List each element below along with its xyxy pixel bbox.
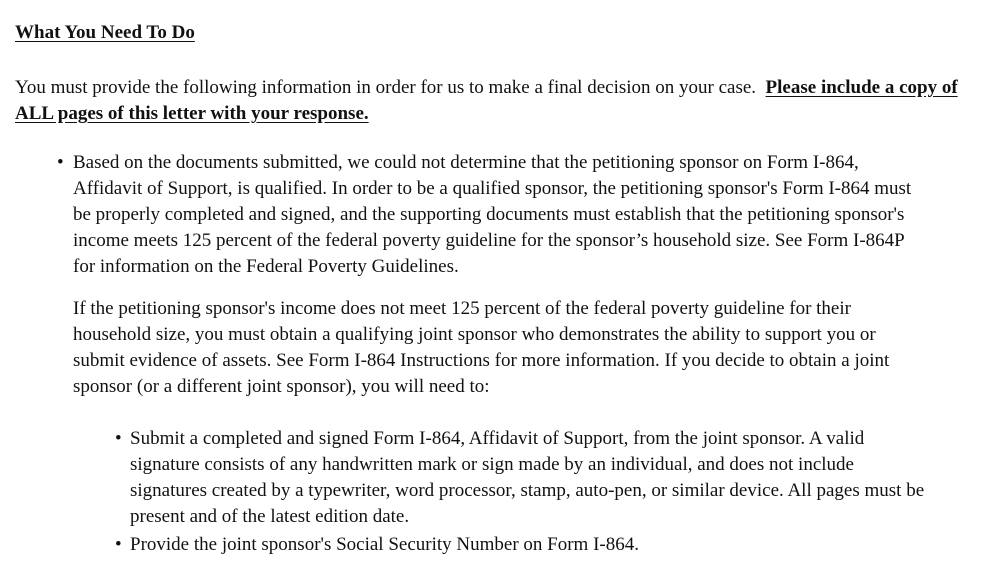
text-line: signatures created by a typewriter, word processor, stamp, auto-pen, or similar device. All pages must be <box>130 480 925 501</box>
text-line: income meets 125 percent of the federal poverty guideline for the sponsor’s household size. See Form I-864P <box>73 230 905 251</box>
text-line: present and of the latest edition date. <box>130 506 410 527</box>
joint-sponsor-paragraph <box>73 296 988 400</box>
intro-text: You must provide the following information in order for us to make a final decision on your case. <box>15 77 757 98</box>
intro-emphasis: Please include a copy of ALL pages of this letter with your response. <box>15 77 958 124</box>
text-line: household size, you must obtain a qualifying joint sponsor who demonstrates the ability to support you or <box>73 324 876 345</box>
text-line: be properly completed and signed, and the supporting documents must establish that the petitioning sponsor's <box>73 204 905 225</box>
text-line: for information on the Federal Poverty Guidelines. <box>73 256 459 277</box>
text-line: Submit a completed and signed Form I-864, Affidavit of Support, from the joint sponsor. A valid <box>130 428 865 449</box>
text-line: sponsor (or a different joint sponsor), you will need to: <box>73 376 490 397</box>
text-line: Provide the joint sponsor's Social Security Number on Form I-864. <box>130 534 639 555</box>
section-heading: What You Need To Do <box>15 22 195 43</box>
text-line: signature consists of any handwritten mark or sign made by an individual, and does not include <box>130 454 854 475</box>
bullet-text <box>73 150 988 280</box>
bullet-text <box>130 532 995 558</box>
text-line: Based on the documents submitted, we could not determine that the petitioning sponsor on Form I-864, <box>73 152 859 173</box>
text-line: Affidavit of Support, is qualified. In order to be a qualified sponsor, the petitioning sponsor's Form I-864 must <box>73 178 912 199</box>
text-line: submit evidence of assets. See Form I-864 Instructions for more information. If you decide to obtain a joint <box>73 350 890 371</box>
bullet-marker: • <box>57 152 64 173</box>
bullet-marker: • <box>115 428 122 449</box>
bullet-text <box>130 426 995 530</box>
text-line: If the petitioning sponsor's income does not meet 125 percent of the federal poverty guideline for their <box>73 298 851 319</box>
bullet-marker: • <box>115 534 122 555</box>
intro-paragraph <box>15 75 990 127</box>
